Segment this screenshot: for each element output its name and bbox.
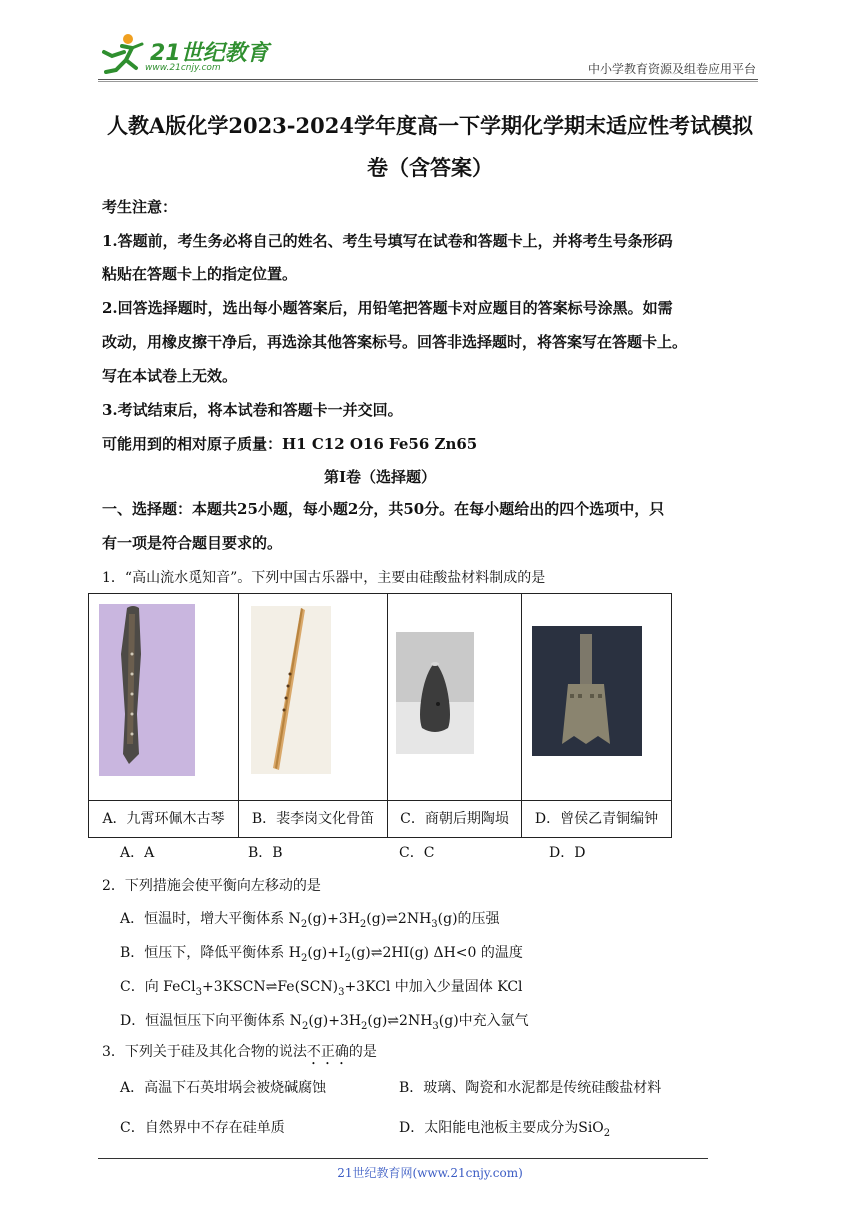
q3-option-c: C．自然界中不存在硅单质 <box>120 1120 285 1136</box>
q3-stem: 3．下列关于硅及其化合物的说法不正确的是 <box>102 1044 377 1060</box>
q3-option-d: D．太阳能电池板主要成分为SiO$_2$ <box>399 1120 611 1139</box>
part1-instructions-line1: 一、选择题：本题共25小题，每小题2分，共50分。在每小题给出的四个选项中，只 <box>102 500 665 518</box>
header-divider <box>98 79 758 80</box>
q1-caption-a: A．九霄环佩木古琴 <box>89 801 239 838</box>
q1-caption-c: C．商朝后期陶埙 <box>388 801 522 838</box>
notice-item1-line1: 1.答题前，考生务必将自己的姓名、考生号填写在试卷和答题卡上，并将考生号条形码 <box>102 232 673 250</box>
page-title-line2: 卷（含答案） <box>367 155 493 180</box>
q2-option-c: C．向 $FeCl_3+3KSCN\rightleftharpoons Fe(SCN)_3+3KCl$ 中加入少量固体 KCl <box>120 979 523 998</box>
q1-answer-d: D．D <box>549 845 586 861</box>
volume-heading: 第Ⅰ卷（选择题） <box>323 468 437 486</box>
q1-image-cell-b <box>239 594 388 801</box>
header-divider-secondary <box>98 81 758 82</box>
q1-caption-d: D．曾侯乙青铜编钟 <box>522 801 672 838</box>
q1-answer-c: C．C <box>399 845 435 861</box>
q1-instrument-table <box>88 593 672 838</box>
notice-heading: 考生注意： <box>102 198 178 216</box>
q2-stem: 2．下列措施会使平衡向左移动的是 <box>102 878 321 894</box>
q3-option-b: B．玻璃、陶瓷和水泥都是传统硅酸盐材料 <box>399 1080 662 1096</box>
pottery-xun-image <box>388 594 521 796</box>
footer-link[interactable]: 21世纪教育网(www.21cnjy.com) <box>337 1166 523 1180</box>
atomic-mass-line: 可能用到的相对原子质量：H1 C12 O16 Fe56 Zn65 <box>102 435 478 453</box>
notice-item2-line2: 改动，用橡皮擦干净后，再选涂其他答案标号。回答非选择题时，将答案写在答题卡上。 <box>102 333 688 351</box>
notice-item1-line2: 粘贴在答题卡上的指定位置。 <box>102 265 298 283</box>
q3-emphasis: 不正确 <box>306 1044 349 1060</box>
q1-caption-b: B．裴李岗文化骨笛 <box>239 801 388 838</box>
bronze-bell-image <box>522 594 671 796</box>
q3-option-a: A．高温下石英坩埚会被烧碱腐蚀 <box>120 1080 327 1096</box>
runner-logo-icon <box>92 30 152 78</box>
platform-name: 中小学教育资源及组卷应用平台 <box>587 62 756 76</box>
q1-image-cell-d <box>522 594 672 801</box>
q1-stem: 1．“高山流水觅知音”。下列中国古乐器中，主要由硅酸盐材料制成的是 <box>102 570 546 586</box>
q2-option-a: A．恒温时，增大平衡体系 $N_2(g)+3H_2(g)\rightleftharpoons 2NH_3(g)$的压强 <box>120 911 500 930</box>
notice-item3: 3.考试结束后，将本试卷和答题卡一并交回。 <box>102 401 403 419</box>
q1-answer-a: A．A <box>120 845 155 861</box>
q1-image-cell-a <box>89 594 239 801</box>
footer-divider <box>98 1158 708 1159</box>
logo-text: 21世纪教育 <box>150 41 269 66</box>
bone-flute-image <box>239 594 387 796</box>
guqin-image <box>89 594 238 796</box>
q1-answer-b: B．B <box>248 845 283 861</box>
q1-image-cell-c <box>388 594 522 801</box>
q2-option-d: D．恒温恒压下向平衡体系 $N_2(g)+3H_2(g)\rightleftharpoons 2NH_3(g)$中充入氩气 <box>120 1013 529 1032</box>
part1-instructions-line2: 有一项是符合题目要求的。 <box>102 534 283 552</box>
notice-item2-line1: 2.回答选择题时，选出每小题答案后，用铅笔把答题卡对应题目的答案标号涂黑。如需 <box>102 299 673 317</box>
logo-url: www.21cnjy.com <box>145 63 221 73</box>
notice-item2-line3: 写在本试卷上无效。 <box>102 367 238 385</box>
q2-option-b: B．恒压下，降低平衡体系 $H_2(g)+I_2(g)\rightleftharpoons 2HI(g)$ ΔH<0 的温度 <box>120 945 523 964</box>
page-title-line1: 人教A版化学2023-2024学年度高一下学期化学期末适应性考试模拟 <box>107 113 753 138</box>
